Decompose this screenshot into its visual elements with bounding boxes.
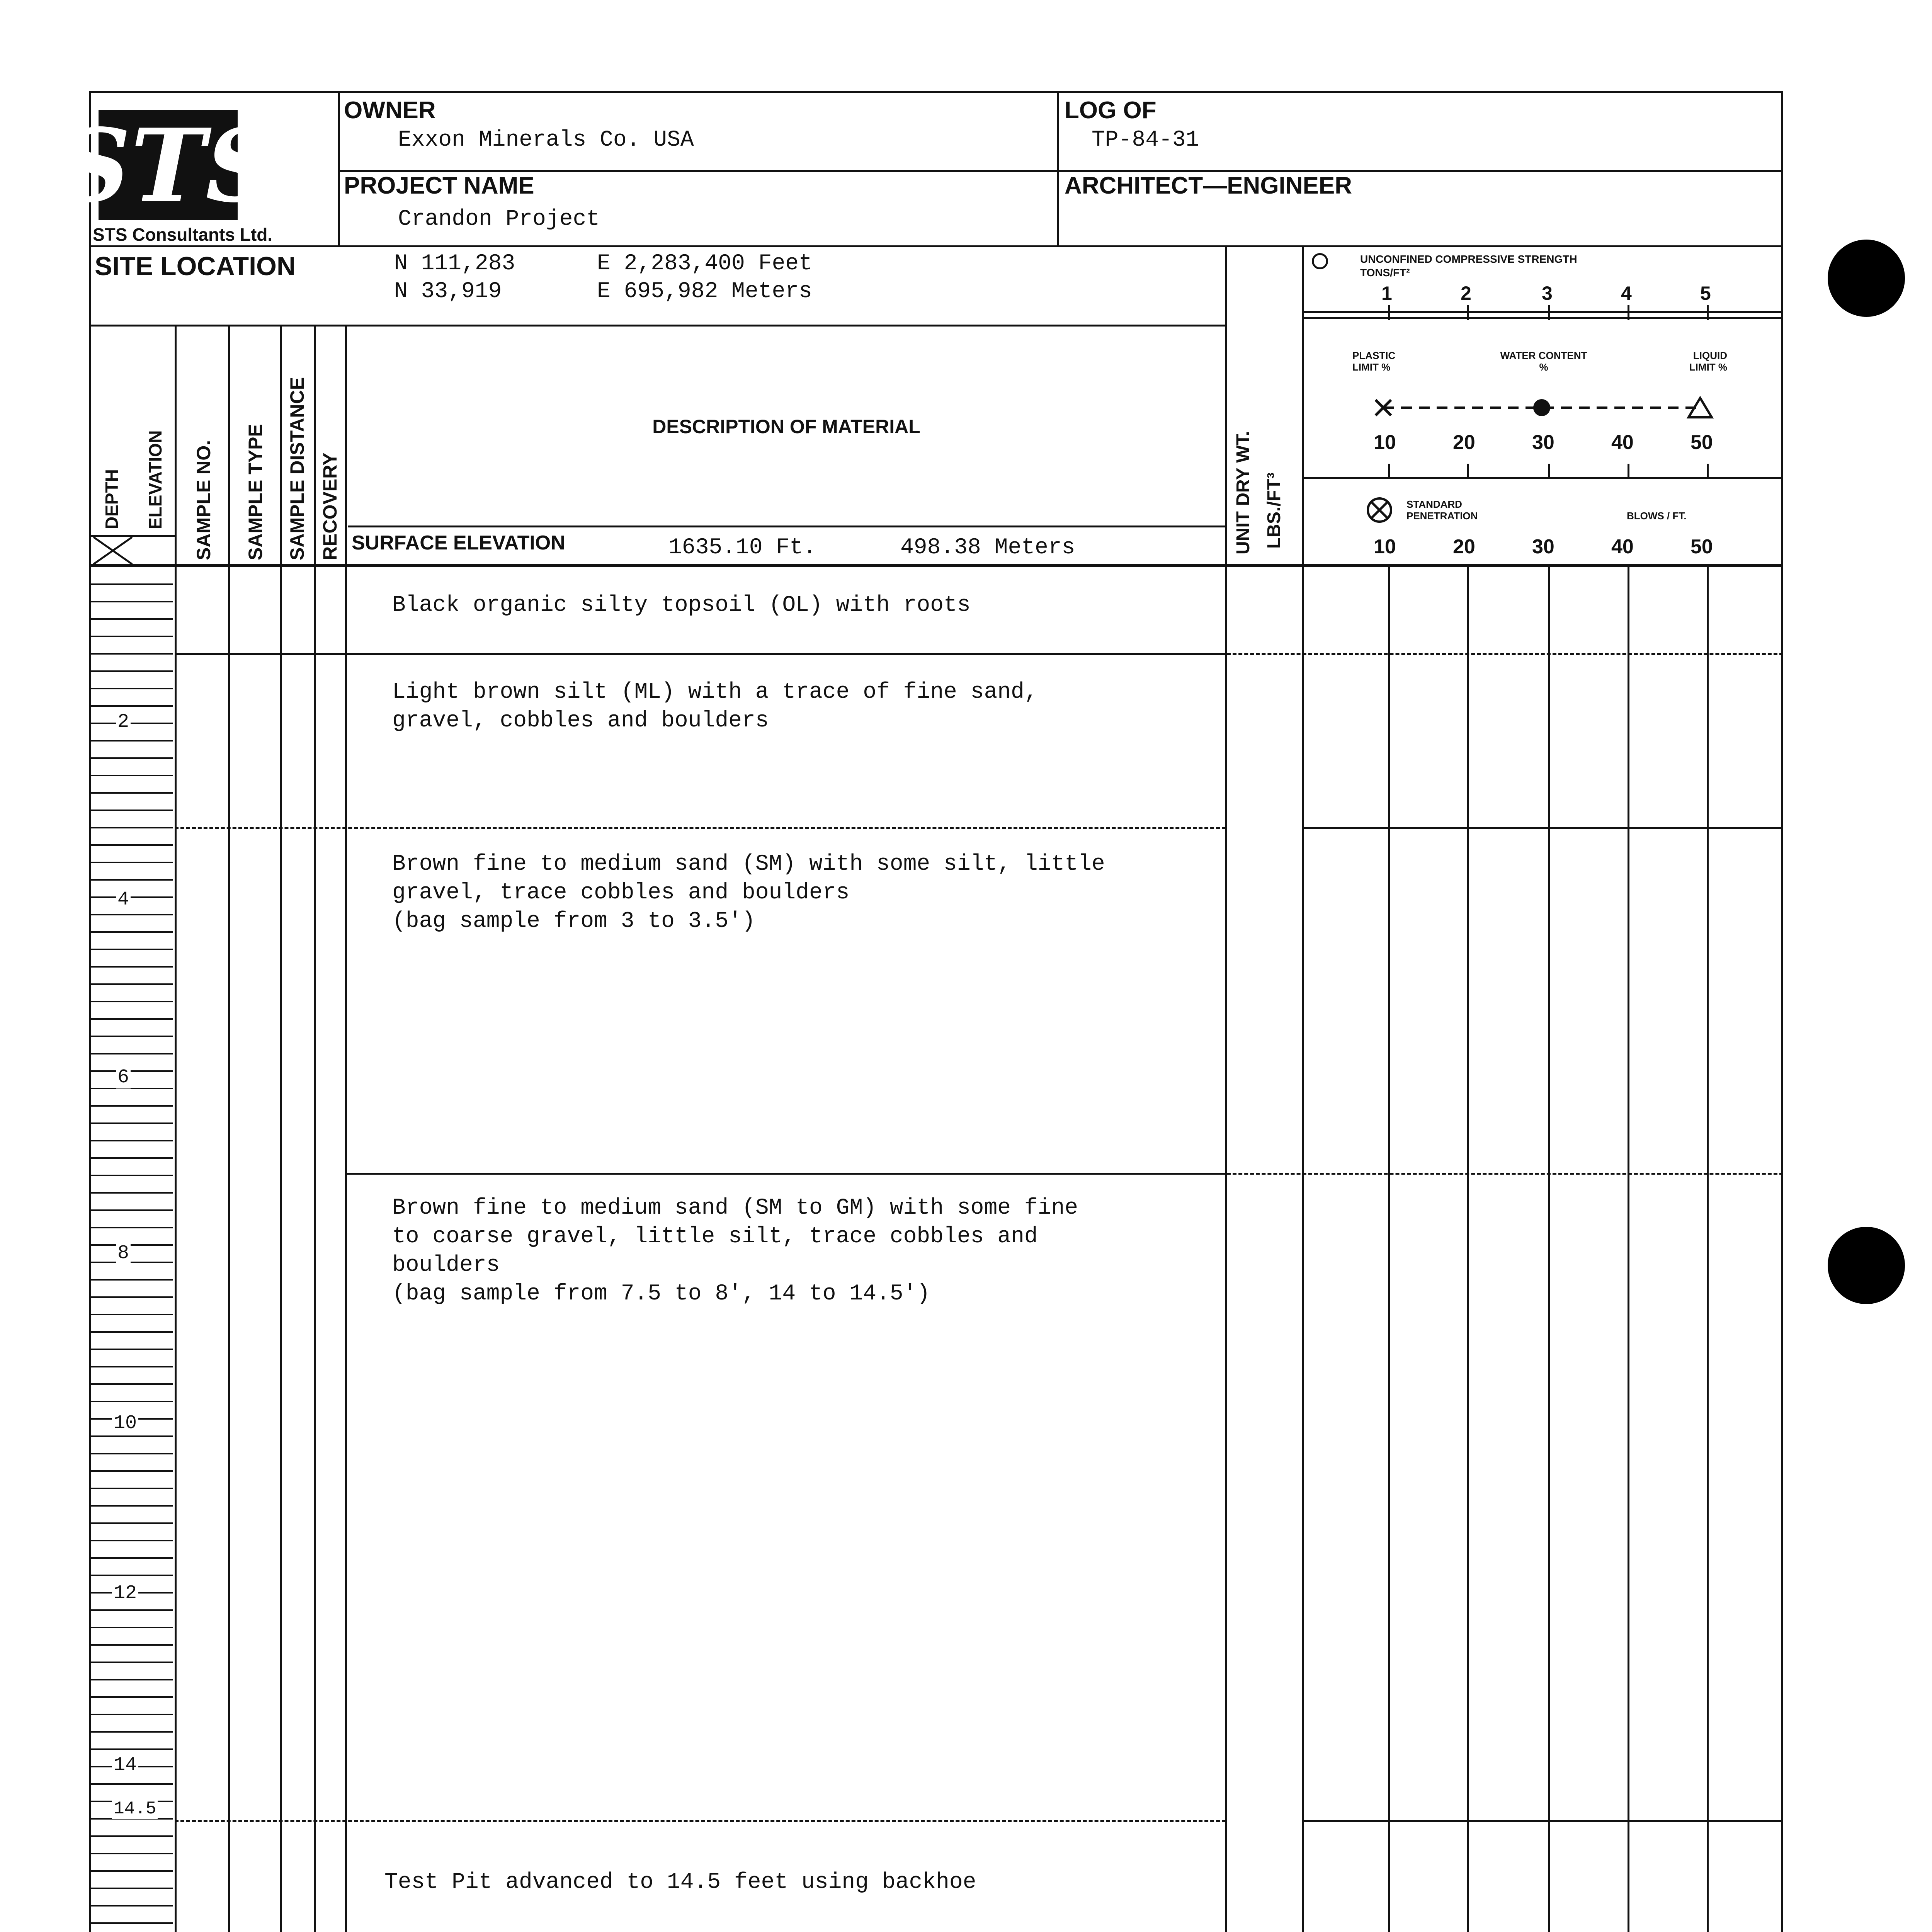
depth-mark-6: 6 (116, 1066, 131, 1088)
col-recovery: RECOVERY (319, 452, 341, 560)
sts-logo (58, 107, 278, 225)
binder-hole-middle (1828, 1227, 1905, 1304)
ucs-tick-1: 1 (1381, 282, 1392, 304)
depth-mark-14-5: 14.5 (112, 1799, 158, 1819)
layer-2-description (392, 678, 1038, 735)
layer-2-line-1: Light brown silt (ML) with a trace of fine sand, (392, 680, 1038, 705)
plastic-limit-label: PLASTIC LIMIT % (1352, 350, 1396, 373)
att-tick-30: 30 (1532, 431, 1554, 454)
site-n-feet: N 111,283 (394, 251, 515, 276)
description-header: DESCRIPTION OF MATERIAL (652, 416, 920, 437)
liquid-limit-label: LIQUID LIMIT % (1689, 350, 1727, 373)
depth-elevation-x (90, 535, 175, 565)
log-of-label: LOG OF (1065, 97, 1156, 124)
layer-4-line-3: boulders (392, 1253, 500, 1278)
site-e-meters: E 695,982 Meters (597, 279, 812, 304)
layer-3-line-2: gravel, trace cobbles and boulders (392, 880, 850, 905)
depth-mark-14: 14 (112, 1754, 138, 1776)
surface-elevation-label: SURFACE ELEVATION (352, 532, 565, 554)
depth-mark-12: 12 (112, 1582, 138, 1604)
spt-tick-50: 50 (1690, 536, 1713, 558)
col-sample-type: SAMPLE TYPE (245, 424, 266, 560)
col-depth: DEPTH (102, 469, 122, 529)
layer-5-description (384, 1868, 976, 1897)
spt-tick-40: 40 (1611, 536, 1634, 558)
svg-text:STS: STS (58, 107, 278, 225)
owner-value: Exxon Minerals Co. USA (398, 128, 694, 153)
layer-2-line-2: gravel, cobbles and boulders (392, 708, 769, 733)
surface-elevation-meters: 498.38 Meters (900, 535, 1075, 560)
col-elevation: ELEVATION (145, 430, 165, 529)
layer-4-line-4: (bag sample from 7.5 to 8', 14 to 14.5') (392, 1281, 930, 1306)
att-tick-10: 10 (1374, 431, 1396, 454)
layer-1-description (392, 591, 971, 620)
layer-5-line-1: Test Pit advanced to 14.5 feet using backhoe (384, 1870, 976, 1895)
site-e-feet: E 2,283,400 Feet (597, 251, 812, 276)
project-value: Crandon Project (398, 207, 600, 232)
att-tick-40: 40 (1611, 431, 1634, 454)
ucs-label: UNCONFINED COMPRESSIVE STRENGTH (1360, 253, 1577, 265)
att-tick-50: 50 (1690, 431, 1713, 454)
layer-3-line-3: (bag sample from 3 to 3.5') (392, 909, 755, 934)
depth-mark-8: 8 (116, 1242, 131, 1264)
col-unit-dry-units: LBS./FT³ (1264, 472, 1284, 549)
depth-mark-4: 4 (116, 889, 131, 911)
site-location-label: SITE LOCATION (95, 252, 296, 281)
water-content-label: WATER CONTENT % (1500, 350, 1587, 373)
layer-1-line-1: Black organic silty topsoil (OL) with roots (392, 593, 971, 618)
site-n-meters: N 33,919 (394, 279, 502, 304)
att-tick-20: 20 (1453, 431, 1475, 454)
depth-mark-10: 10 (112, 1412, 138, 1434)
owner-label: OWNER (344, 97, 436, 124)
surface-elevation-feet: 1635.10 Ft. (668, 535, 816, 560)
spt-label-1: STANDARD (1406, 498, 1462, 510)
layer-3-description (392, 850, 1105, 936)
col-unit-dry-wt: UNIT DRY WT. (1233, 431, 1253, 554)
binder-hole-top (1828, 240, 1905, 317)
layer-4-line-2: to coarse gravel, little silt, trace cobbles and (392, 1224, 1038, 1249)
spt-label-2: PENETRATION (1406, 510, 1478, 522)
layer-4-line-1: Brown fine to medium sand (SM to GM) with some fine (392, 1196, 1078, 1221)
col-sample-no: SAMPLE NO. (193, 440, 214, 560)
project-label: PROJECT NAME (344, 172, 534, 199)
col-sample-distance: SAMPLE DISTANCE (286, 377, 308, 560)
spt-circle-x-icon (1366, 497, 1393, 524)
ucs-tick-5: 5 (1700, 282, 1711, 304)
atterberg-line-icon (1368, 394, 1716, 421)
ucs-circle-icon (1312, 253, 1328, 269)
ucs-tick-4: 4 (1621, 282, 1632, 304)
layer-3-line-1: Brown fine to medium sand (SM) with some silt, little (392, 852, 1105, 877)
blows-label: BLOWS / FT. (1627, 510, 1687, 522)
ucs-tick-3: 3 (1542, 282, 1553, 304)
spt-tick-10: 10 (1374, 536, 1396, 558)
depth-mark-2: 2 (116, 711, 131, 733)
log-of-value: TP-84-31 (1092, 128, 1199, 153)
spt-tick-20: 20 (1453, 536, 1475, 558)
architect-label: ARCHITECT—ENGINEER (1065, 172, 1352, 199)
layer-4-description (392, 1194, 1078, 1308)
ucs-tick-2: 2 (1461, 282, 1471, 304)
ucs-units: TONS/FT² (1360, 267, 1410, 279)
company-name: STS Consultants Ltd. (93, 224, 273, 245)
spt-tick-30: 30 (1532, 536, 1554, 558)
